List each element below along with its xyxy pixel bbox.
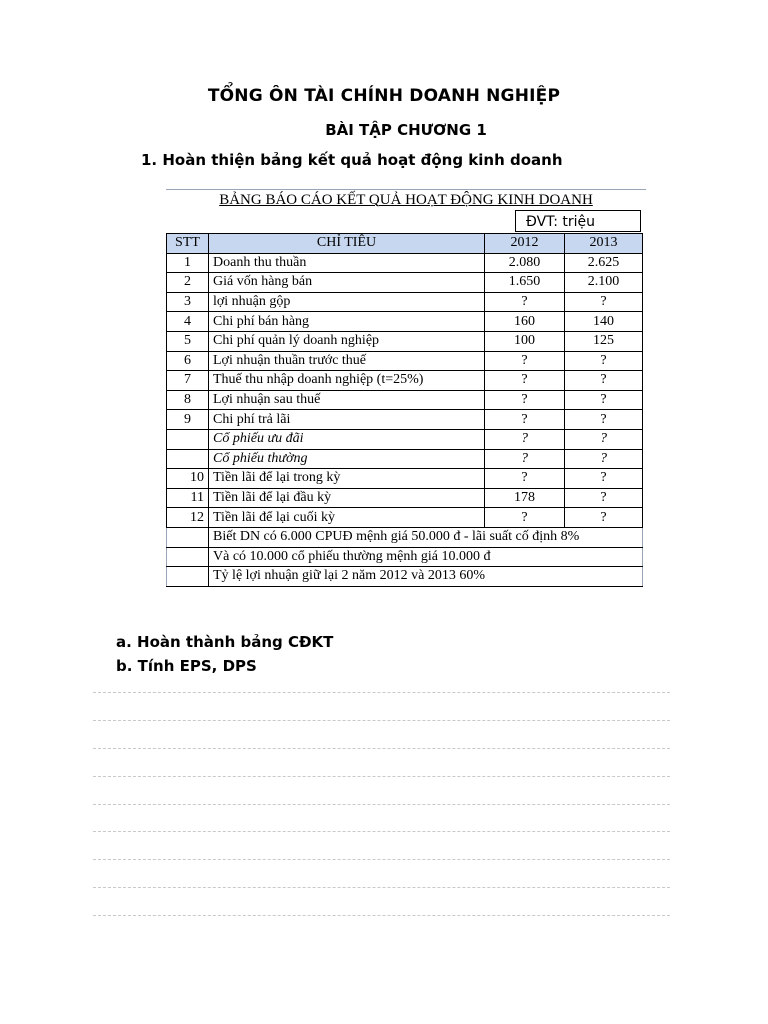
row-item: Cổ phiếu ưu đãi [209, 429, 485, 449]
table-row [167, 410, 643, 430]
table-row [167, 292, 643, 312]
note-spacer [167, 567, 209, 587]
row-2013: ? [565, 371, 643, 391]
row-2013: ? [565, 292, 643, 312]
header-2013: 2013 [565, 234, 643, 254]
answer-line [93, 692, 670, 693]
document-title: TỔNG ÔN TÀI CHÍNH DOANH NGHIỆP [207, 86, 561, 106]
task-b: b. Tính EPS, DPS [116, 657, 257, 675]
row-stt: 9 [167, 410, 209, 430]
answer-line [93, 776, 670, 777]
table-row [167, 331, 643, 351]
row-2013: ? [565, 351, 643, 371]
row-item: Cổ phiếu thường [209, 449, 485, 469]
sheet-title: BẢNG BÁO CÁO KẾT QUẢ HOẠT ĐỘNG KINH DOANH [219, 192, 593, 208]
row-2013: ? [565, 429, 643, 449]
row-2012: ? [485, 390, 565, 410]
table-row [167, 488, 643, 508]
income-statement-table [166, 233, 643, 587]
table-header-row [167, 234, 643, 254]
answer-line [93, 859, 670, 860]
row-2012: ? [485, 508, 565, 528]
row-2013: ? [565, 469, 643, 489]
row-2012: 1.650 [485, 273, 565, 293]
row-2013: 125 [565, 331, 643, 351]
table-row [167, 273, 643, 293]
row-stt: 11 [167, 488, 209, 508]
row-stt [167, 429, 209, 449]
task-list [116, 630, 333, 678]
row-item: Tiền lãi để lại cuối kỳ [209, 508, 485, 528]
answer-lines [93, 692, 670, 943]
document-subtitle: BÀI TẬP CHƯƠNG 1 [325, 121, 487, 139]
row-stt: 12 [167, 508, 209, 528]
row-stt: 2 [167, 273, 209, 293]
row-2013: ? [565, 410, 643, 430]
header-item: CHỈ TIÊU [209, 234, 485, 254]
answer-line [93, 915, 670, 916]
row-2012: ? [485, 351, 565, 371]
row-item: Chi phí trả lãi [209, 410, 485, 430]
table-row [167, 429, 643, 449]
section-heading: 1. Hoàn thiện bảng kết quả hoạt động kinh doanh [141, 151, 563, 169]
unit-label: ĐVT: triệu [515, 210, 641, 232]
row-2013: ? [565, 508, 643, 528]
task-a: a. Hoàn thành bảng CĐKT [116, 633, 334, 651]
row-2012: ? [485, 410, 565, 430]
row-stt: 7 [167, 371, 209, 391]
row-2012: ? [485, 429, 565, 449]
row-2013: 2.100 [565, 273, 643, 293]
note-text: Biết DN có 6.000 CPUĐ mệnh giá 50.000 đ - lãi suất cố định 8% [209, 527, 643, 547]
answer-line [93, 720, 670, 721]
table-row [167, 351, 643, 371]
row-item: lợi nhuận gộp [209, 292, 485, 312]
row-stt: 10 [167, 469, 209, 489]
row-2012: 160 [485, 312, 565, 332]
answer-line [93, 887, 670, 888]
row-item: Lợi nhuận sau thuế [209, 390, 485, 410]
row-2013: ? [565, 449, 643, 469]
answer-line [93, 748, 670, 749]
note-text: Và có 10.000 cổ phiếu thường mệnh giá 10.000 đ [209, 547, 643, 567]
row-2012: 178 [485, 488, 565, 508]
row-stt: 3 [167, 292, 209, 312]
table-row [167, 312, 643, 332]
row-2012: ? [485, 449, 565, 469]
row-stt: 4 [167, 312, 209, 332]
row-item: Giá vốn hàng bán [209, 273, 485, 293]
row-stt: 5 [167, 331, 209, 351]
row-stt [167, 449, 209, 469]
row-2012: 100 [485, 331, 565, 351]
answer-line [93, 804, 670, 805]
row-item: Lợi nhuận thuần trước thuế [209, 351, 485, 371]
table-row [167, 371, 643, 391]
row-2013: ? [565, 488, 643, 508]
note-text: Tỷ lệ lợi nhuận giữ lại 2 năm 2012 và 2013 60% [209, 567, 643, 587]
table-row [167, 508, 643, 528]
table-row [167, 390, 643, 410]
row-stt: 8 [167, 390, 209, 410]
answer-line [93, 831, 670, 832]
row-item: Tiền lãi để lại trong kỳ [209, 469, 485, 489]
table-row [167, 469, 643, 489]
row-item: Thuế thu nhập doanh nghiệp (t=25%) [209, 371, 485, 391]
row-stt: 6 [167, 351, 209, 371]
row-2012: ? [485, 469, 565, 489]
table-row [167, 449, 643, 469]
row-stt: 1 [167, 253, 209, 273]
row-2012: 2.080 [485, 253, 565, 273]
income-statement-image [166, 189, 646, 587]
row-item: Chi phí bán hàng [209, 312, 485, 332]
row-2012: ? [485, 292, 565, 312]
row-2013: ? [565, 390, 643, 410]
note-spacer [167, 547, 209, 567]
row-item: Doanh thu thuần [209, 253, 485, 273]
row-2012: ? [485, 371, 565, 391]
note-row [167, 567, 643, 587]
note-row [167, 527, 643, 547]
row-2013: 140 [565, 312, 643, 332]
header-stt: STT [167, 234, 209, 254]
row-2013: 2.625 [565, 253, 643, 273]
row-item: Tiền lãi để lại đầu kỳ [209, 488, 485, 508]
table-row [167, 253, 643, 273]
note-row [167, 547, 643, 567]
note-spacer [167, 527, 209, 547]
row-item: Chi phí quản lý doanh nghiệp [209, 331, 485, 351]
header-2012: 2012 [485, 234, 565, 254]
